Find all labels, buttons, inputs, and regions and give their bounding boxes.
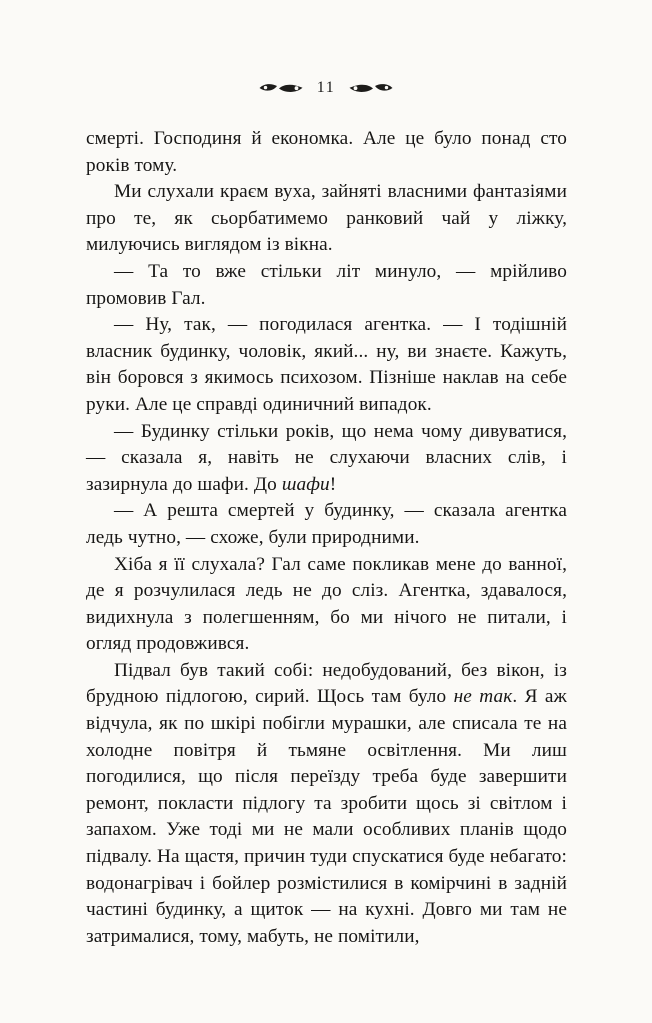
paragraph [86, 552, 567, 658]
text-segment: . Я аж відчула, як по шкірі побігли мурашки, але списала те на холодне повітря й тьмяне освітлення. Ми лиш погодилися, що після переїзду треба буде завершити ремонт, покласти підлогу та зробити щось зі світлом і запахом. Уже тоді ми не мали особливих планів щодо підвалу. На щастя, причин туди спускатися буде небагато: водонагрівач і бойлер розмістилися в комірчині в задній частині будинку, а щиток — на кухні. Довго ми там не затрималися, тому, мабуть, не помітили, [86, 686, 567, 947]
floral-flourish-left-icon [258, 81, 304, 95]
page-number: 11 [316, 79, 336, 96]
text-segment: — Ну, так, — погодилася агентка. — І тодішній власник будинку, чоловік, який... ну, ви знаєте. Кажуть, він боровся з якимось психозом. Пізніше наклав на себе руки. Але це справді одиничний випадок. [86, 314, 567, 415]
text-segment: — Та то вже стільки літ минуло, — мрійливо промовив Гал. [86, 260, 567, 309]
paragraph [86, 498, 567, 551]
paragraph [86, 179, 567, 259]
text-segment: Хіба я її слухала? Гал саме покликав мене до ванної, де я розчулилася ледь не до сліз. Агентка, здавалося, видихнула з полегшенням, бо ми нічого не питали, і огляд продовжився. [86, 553, 567, 655]
paragraph [86, 259, 567, 312]
text-segment: Підвал був такий собі: недобудований, без вікон, із брудною підлогою, сирий. Щось там було [86, 659, 567, 708]
page-header [0, 0, 652, 98]
paragraph [86, 126, 567, 179]
text-segment: Ми слухали краєм вуха, зайняті власними фантазіями про те, як сьорбатимемо ранковий чай у ліжку, милуючись виглядом із вікна. [86, 181, 567, 256]
paragraph [86, 312, 567, 418]
floral-flourish-right-icon [348, 81, 394, 95]
paragraph [86, 419, 567, 499]
page-text [86, 126, 567, 950]
italic-text-segment: шафи [281, 473, 330, 495]
paragraph [86, 658, 567, 951]
text-segment: — А решта смертей у будинку, — сказала агентка ледь чутно, — схоже, були природними. [86, 500, 567, 548]
text-segment: ! [329, 473, 337, 495]
text-segment: смерті. Господиня й економка. Але це було понад сто років тому. [86, 128, 567, 176]
text-segment: — Будинку стільки років, що нема чому дивуватися, — сказала я, навіть не слухаючи власних слів, і зазирнула до шафи. До [86, 420, 567, 495]
italic-text-segment: не так [453, 686, 513, 708]
